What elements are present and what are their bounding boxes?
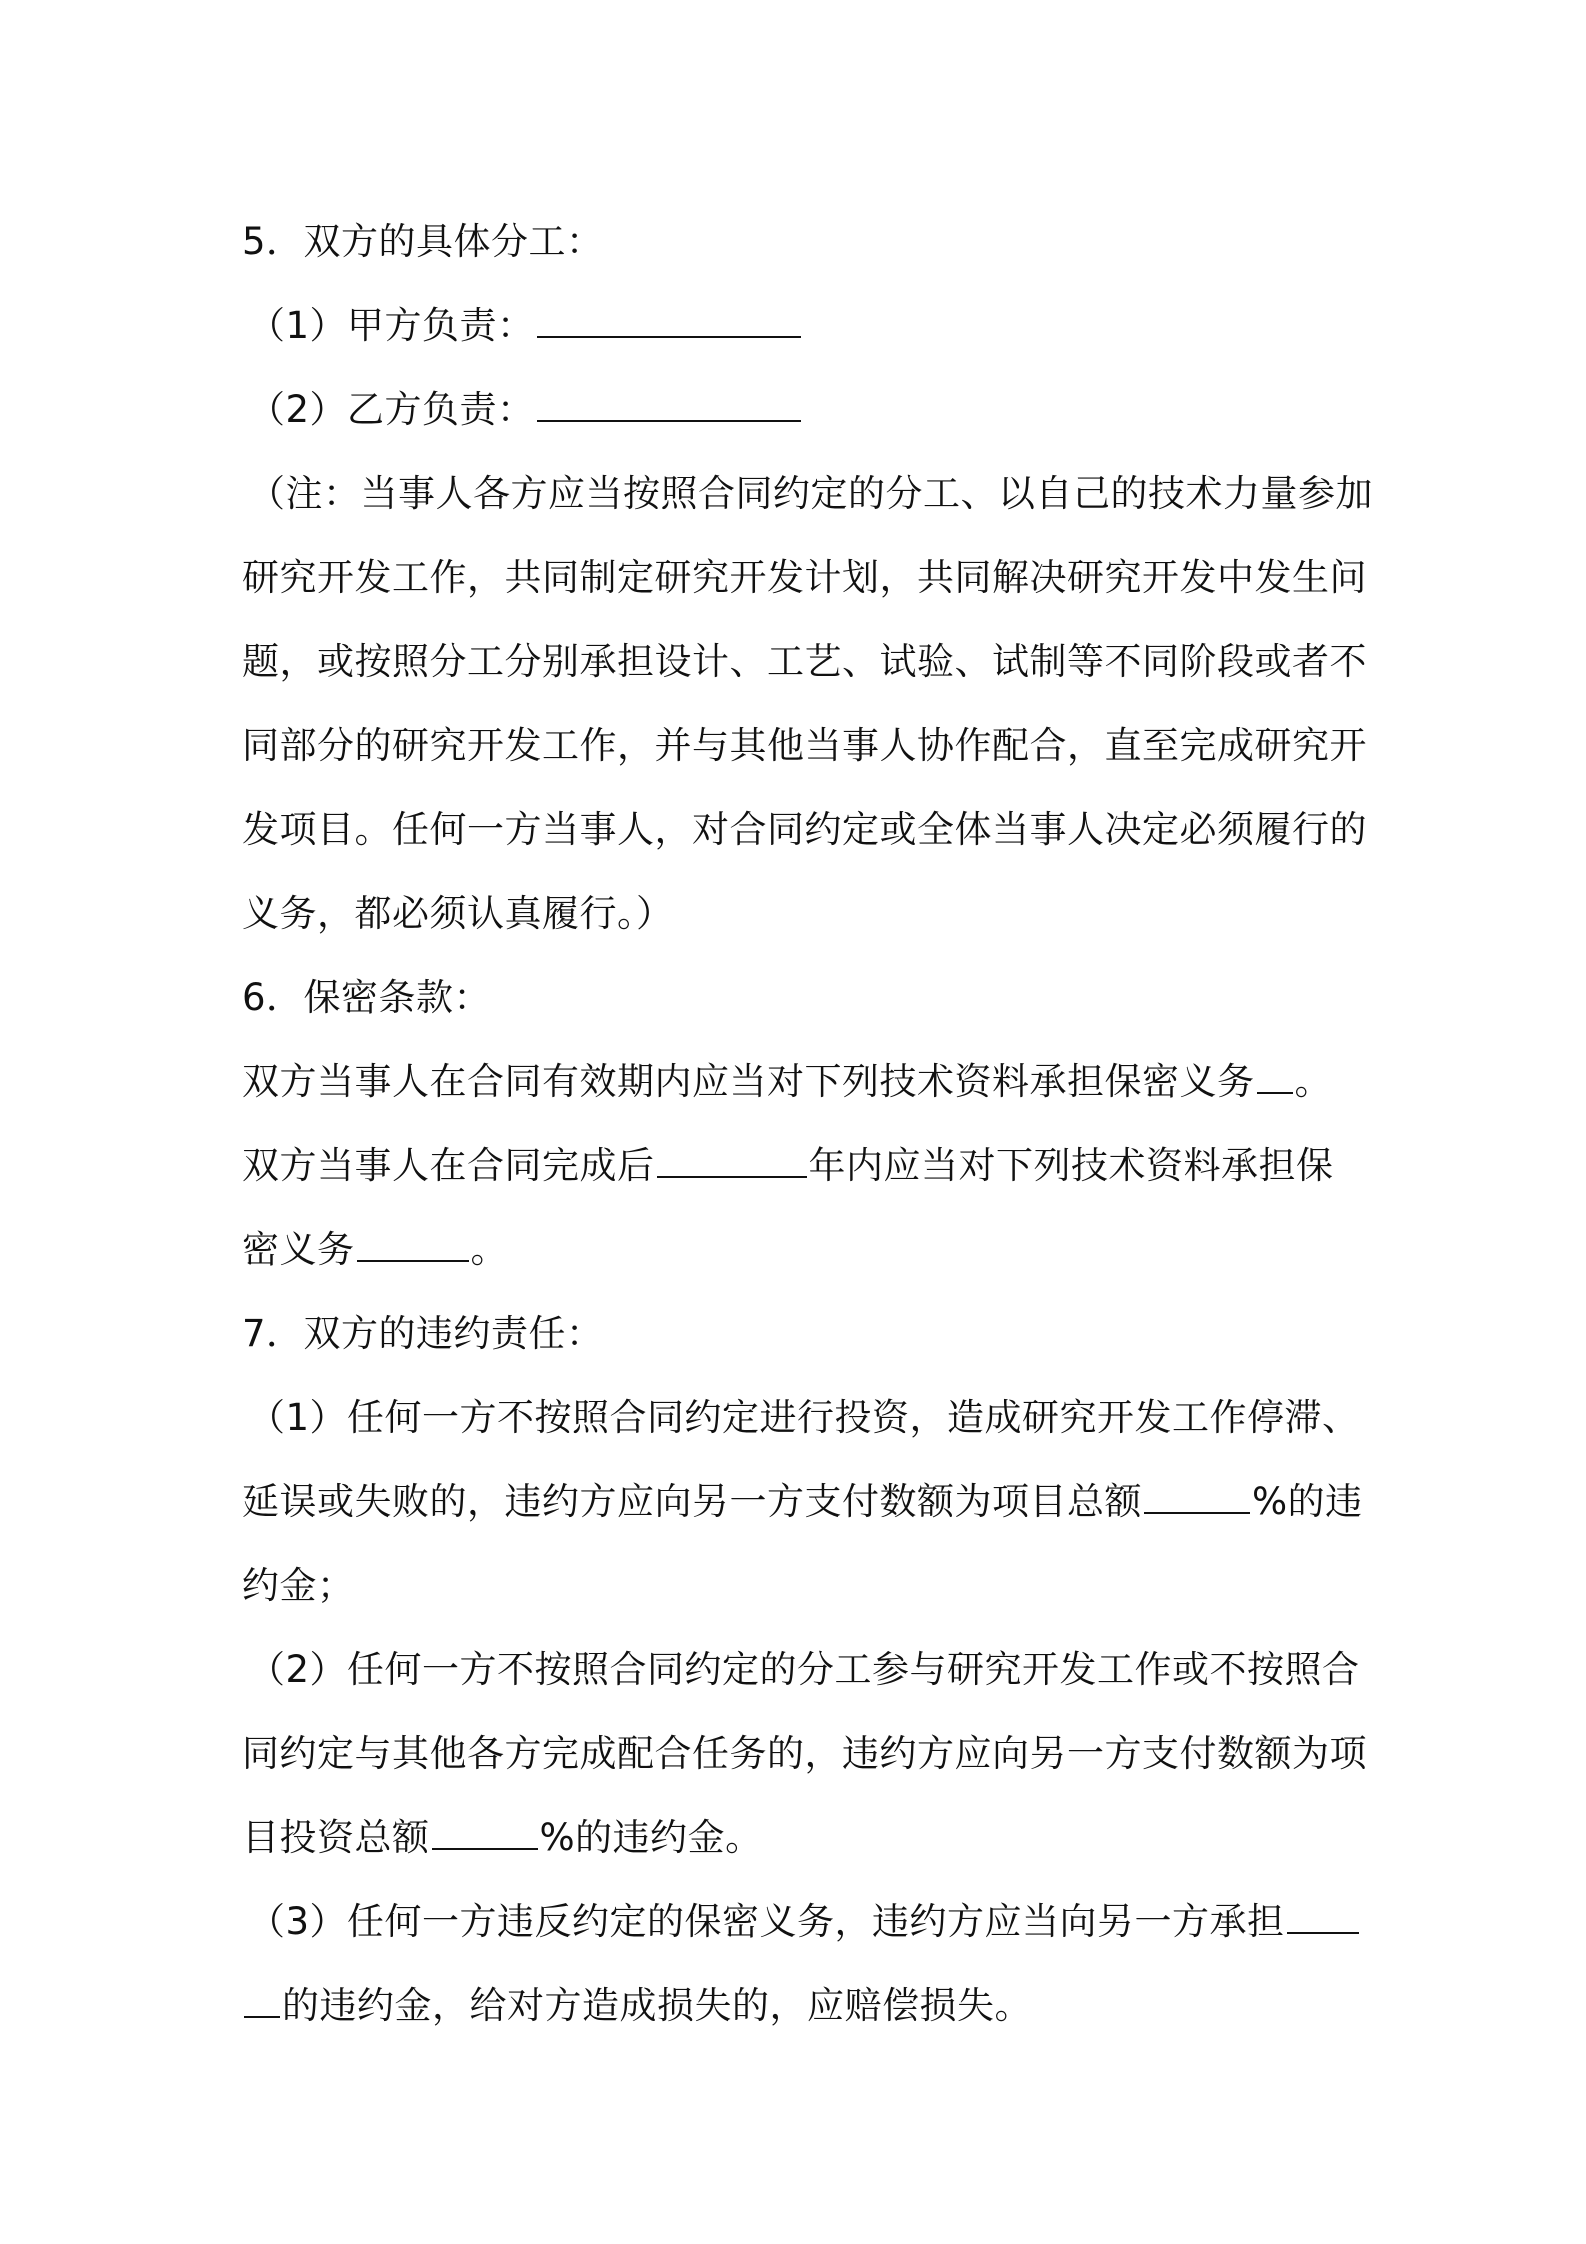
text: 同部分的研究开发工作，并与其他当事人协作配合，直至完成研究开 xyxy=(242,724,1367,767)
text: %的违 xyxy=(1252,1480,1363,1523)
confidentiality-line-2 xyxy=(242,1124,1362,1208)
fill-blank-penalty-amount-b[interactable] xyxy=(244,1982,280,2018)
text: 双方当事人在合同完成后 xyxy=(242,1144,655,1187)
note-line-5 xyxy=(242,788,1367,872)
note-line-2 xyxy=(242,536,1367,620)
text: 目投资总额 xyxy=(242,1816,430,1859)
text: 6．保密条款： xyxy=(242,976,492,1019)
text: 7．双方的违约责任： xyxy=(242,1312,604,1355)
fill-blank-penalty-percent-1[interactable] xyxy=(1144,1478,1250,1514)
text: （注：当事人各方应当按照合同约定的分工、以自己的技术力量参加 xyxy=(248,472,1373,515)
fill-blank-party-b[interactable] xyxy=(537,386,801,422)
fill-blank-party-a[interactable] xyxy=(537,302,801,338)
text: （2）任何一方不按照合同约定的分工参与研究开发工作或不按照合 xyxy=(248,1648,1360,1691)
text: （3）任何一方违反约定的保密义务，违约方应当向另一方承担 xyxy=(248,1900,1285,1943)
clause-5-2 xyxy=(242,368,1362,452)
liability-1-line-1 xyxy=(242,1376,1362,1460)
confidentiality-line-1 xyxy=(242,1040,1362,1124)
liability-2-line-3 xyxy=(242,1796,1362,1880)
text: （1）任何一方不按照合同约定进行投资，造成研究开发工作停滞、 xyxy=(248,1396,1360,1439)
text: 双方当事人在合同有效期内应当对下列技术资料承担保密义务 xyxy=(242,1060,1255,1103)
section-6-heading xyxy=(242,956,1362,1040)
text: 年内应当对下列技术资料承担保 xyxy=(808,1144,1334,1187)
text: （1）甲方负责： xyxy=(248,304,535,347)
text: 约金； xyxy=(242,1564,355,1607)
fill-blank-penalty-amount-a[interactable] xyxy=(1287,1898,1359,1934)
text: 同约定与其他各方完成配合任务的，违约方应向另一方支付数额为项 xyxy=(242,1732,1367,1775)
liability-1-line-2 xyxy=(242,1460,1362,1544)
text: （2）乙方负责： xyxy=(248,388,535,431)
text: 义务，都必须认真履行。） xyxy=(242,892,674,935)
liability-2-line-2 xyxy=(242,1712,1367,1796)
fill-blank-years[interactable] xyxy=(657,1142,807,1178)
text: 题，或按照分工分别承担设计、工艺、试验、试制等不同阶段或者不 xyxy=(242,640,1367,683)
text: 。 xyxy=(470,1228,508,1271)
fill-blank-post-contract-obligation[interactable] xyxy=(357,1226,469,1262)
fill-blank-confidential-materials[interactable] xyxy=(1257,1058,1293,1094)
note-line-3 xyxy=(242,620,1367,704)
liability-2-line-1 xyxy=(242,1628,1362,1712)
note-line-1 xyxy=(242,452,1373,536)
fill-blank-penalty-percent-2[interactable] xyxy=(432,1814,538,1850)
text: 5．双方的具体分工： xyxy=(242,220,604,263)
liability-3-line-1 xyxy=(242,1880,1362,1964)
text: 延误或失败的，违约方应向另一方支付数额为项目总额 xyxy=(242,1480,1142,1523)
text: 的违约金，给对方造成损失的，应赔偿损失。 xyxy=(282,1984,1032,2027)
text: 密义务 xyxy=(242,1228,355,1271)
liability-3-line-2 xyxy=(242,1964,1362,2048)
text: 。 xyxy=(1294,1060,1332,1103)
text: 研究开发工作，共同制定研究开发计划，共同解决研究开发中发生问 xyxy=(242,556,1367,599)
document-body xyxy=(242,200,1373,2048)
clause-5-1 xyxy=(242,284,1362,368)
section-5-heading xyxy=(242,200,1362,284)
text: 发项目。任何一方当事人，对合同约定或全体当事人决定必须履行的 xyxy=(242,808,1367,851)
text: %的违约金。 xyxy=(539,1816,763,1859)
note-line-4 xyxy=(242,704,1367,788)
confidentiality-line-3 xyxy=(242,1208,1362,1292)
liability-1-line-3 xyxy=(242,1544,1362,1628)
section-7-heading xyxy=(242,1292,1362,1376)
note-line-6 xyxy=(242,872,1362,956)
